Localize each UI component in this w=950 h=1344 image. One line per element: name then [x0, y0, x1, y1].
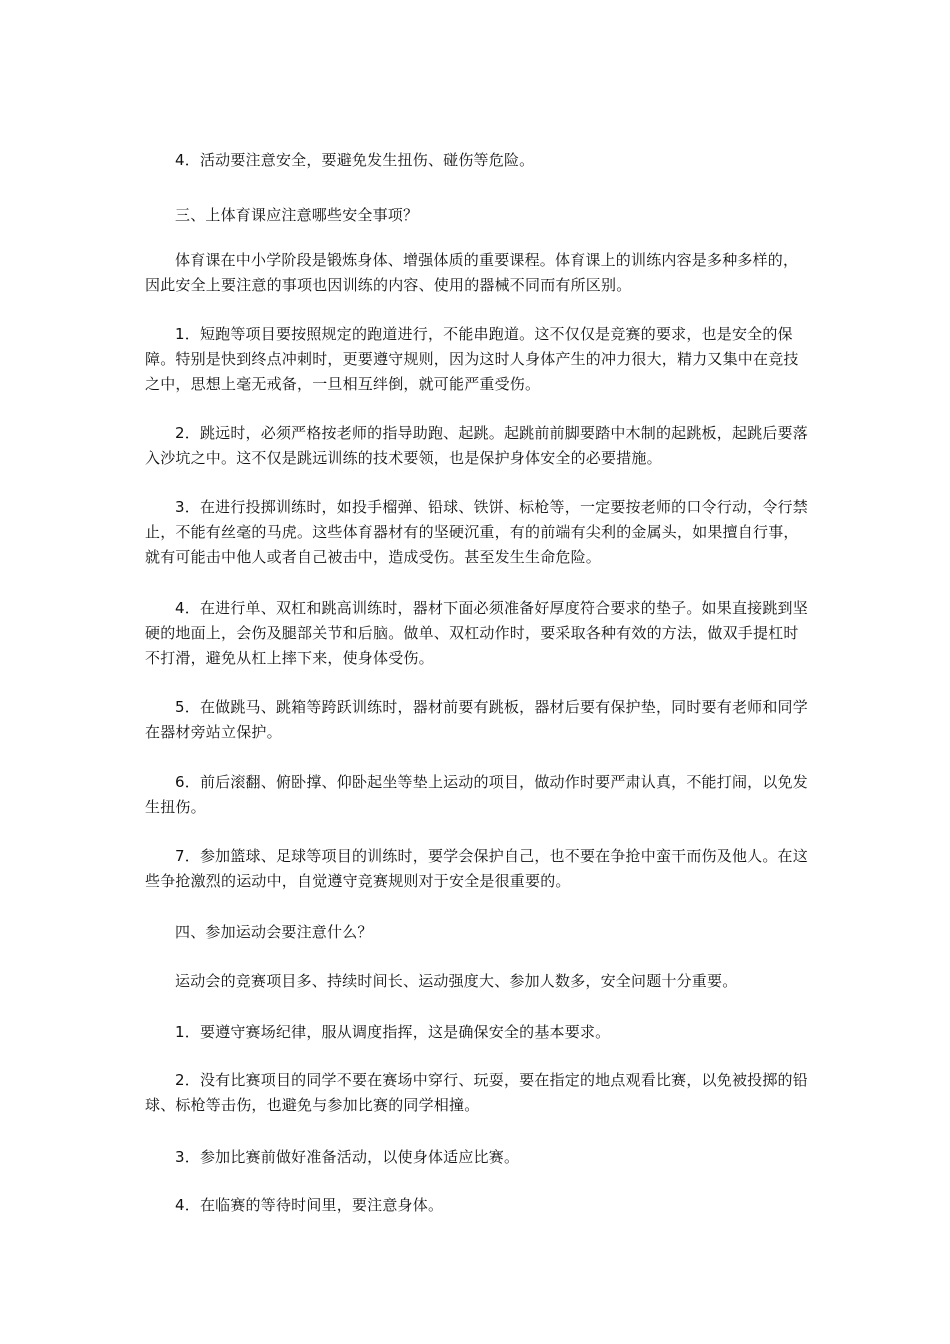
paragraph-waiting: 4．在临赛的等待时间里，要注意身体。 [175, 1196, 444, 1214]
paragraph-bars-high-jump: 4．在进行单、双杠和跳高训练时，器材下面必须准备好厚度符合要求的垫子。如果直接跳到坚硬的地面上，会伤及腿部关节和后脑。做单、双杠动作时，要采取各种有效的方法，做双手提杠时不打滑，避免从杠上摔下来，使身体受伤。 [145, 599, 808, 667]
paragraph-warm-up: 3．参加比赛前做好准备活动，以使身体适应比赛。 [175, 1148, 520, 1166]
paragraph-throwing: 3．在进行投掷训练时，如投手榴弹、铅球、铁饼、标枪等，一定要按老师的口令行动，令行禁止，不能有丝毫的马虎。这些体育器材有的坚硬沉重，有的前端有尖利的金属头，如果擅自行事，就有可能击中他人或者自己被击中，造成受伤。甚至发生生命危险。 [145, 498, 808, 566]
heading-sports-meet: 四、参加运动会要注意什么？ [175, 923, 373, 941]
paragraph-vault: 5．在做跳马、跳箱等跨跃训练时，器材前要有跳板，器材后要有保护垫，同时要有老师和同学在器材旁站立保护。 [145, 698, 808, 741]
paragraph-discipline: 1．要遵守赛场纪律，服从调度指挥，这是确保安全的基本要求。 [175, 1023, 611, 1041]
paragraph-pe-intro: 体育课在中小学阶段是锻炼身体、增强体质的重要课程。体育课上的训练内容是多种多样的，因此安全上要注意的事项也因训练的内容、使用的器械不同而有所区别。 [145, 251, 799, 294]
paragraph-mat-exercises: 6．前后滚翻、俯卧撑、仰卧起坐等垫上运动的项目，做动作时要严肃认真，不能打闹，以免发生扭伤。 [145, 773, 808, 816]
paragraph-long-jump: 2．跳远时，必须严格按老师的指导助跑、起跳。起跳前前脚要踏中木制的起跳板，起跳后要落入沙坑之中。这不仅是跳远训练的技术要领，也是保护身体安全的必要措施。 [145, 424, 808, 467]
paragraph-activity-safety: 4．活动要注意安全，要避免发生扭伤、碰伤等危险。 [175, 151, 535, 169]
heading-pe-class-safety: 三、上体育课应注意哪些安全事项？ [175, 206, 419, 224]
paragraph-spectators: 2．没有比赛项目的同学不要在赛场中穿行、玩耍，要在指定的地点观看比赛，以免被投掷的铅球、标枪等击伤，也避免与参加比赛的同学相撞。 [145, 1071, 808, 1114]
paragraph-sprint: 1．短跑等项目要按照规定的跑道进行，不能串跑道。这不仅仅是竞赛的要求，也是安全的保障。特别是快到终点冲刺时，更要遵守规则，因为这时人身体产生的冲力很大，精力又集中在竞技之中，思想上毫无戒备，一旦相互绊倒，就可能严重受伤。 [145, 325, 799, 393]
paragraph-sports-meet-intro: 运动会的竞赛项目多、持续时间长、运动强度大、参加人数多，安全问题十分重要。 [175, 972, 738, 990]
paragraph-ball-games: 7．参加篮球、足球等项目的训练时，要学会保护自己，也不要在争抢中蛮干而伤及他人。在这些争抢激烈的运动中，自觉遵守竞赛规则对于安全是很重要的。 [145, 847, 808, 890]
